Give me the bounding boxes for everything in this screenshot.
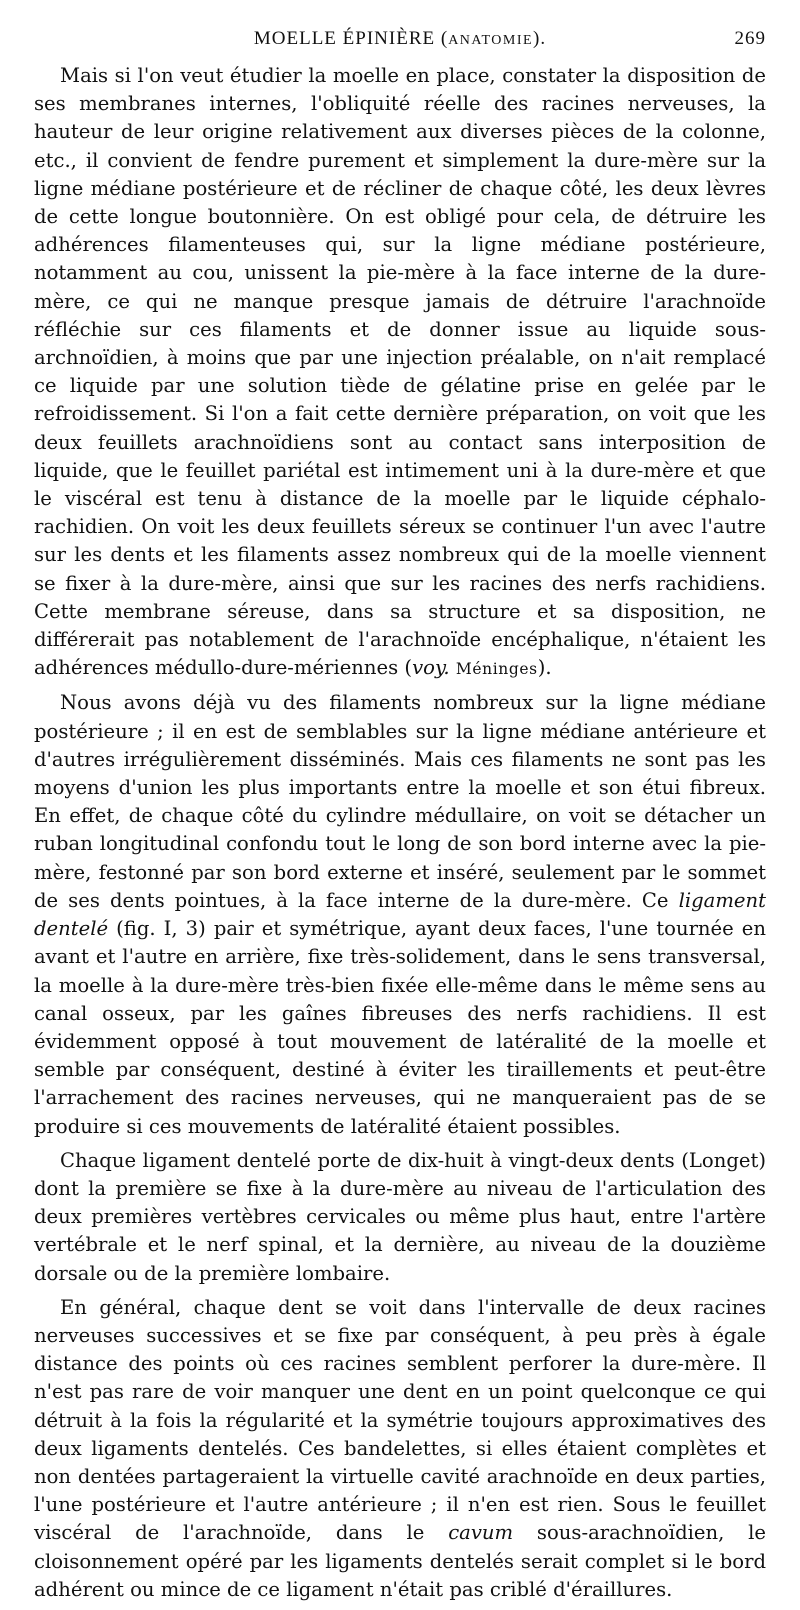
book-page [34, 28, 766, 1610]
paragraph-2-text-a: Nous avons déjà vu des filaments nombreux sur la ligne médiane postérieure ; il en est de semblables sur la ligne médiane antérieure et d'autres irrégulièrement disséminés. Mais ces filaments ne sont pas les moyens d'union les plus importants entre la moelle et son étui fibreux. En effet, de chaque côté du cylindre médullaire, on voit se détacher un ruban longitudinal confondu tout le long de son bord interne avec la pie-mère, festonné par son bord externe et inséré, seulement par le sommet de ses dents pointues, à la face interne de la dure-mère. Ce [34, 691, 766, 912]
paragraph-4 [34, 1294, 766, 1604]
paragraph-2-text-b: (fig. I, 3) pair et symétrique, ayant deux faces, l'une tournée en avant et l'autre en arrière, fixe très-solidement, dans le sens transversal, la moelle à la dure-mère très-bien fixée elle-même dans le même sens au canal osseux, par les gaînes fibreuses des nerfs rachidiens. Il est évidemment opposé à tout mouvement de latéralité de la moelle et semble par conséquent, destiné à éviter les tiraillements et peut-être l'arrachement des racines nerveuses, qui ne manqueraient pas de se produire si ces mouvements de latéralité étaient possibles. [34, 917, 766, 1138]
paragraph-3: Chaque ligament dentelé porte de dix-huit à vingt-deux dents (Longet) dont la première se fixe à la dure-mère au niveau de l'articulation des deux premières vertèbres cervicales ou même plus haut, entre l'artère vertébrale et le nerf spinal, et la dernière, au niveau de la douzième dorsale ou de la première lombaire. [34, 1148, 766, 1285]
page-number: 269 [734, 28, 766, 49]
paragraph-1-text-a: Mais si l'on veut étudier la moelle en place, constater la disposition de ses membranes internes, l'obliquité réelle des racines nerveuses, la hauteur de leur origine relativement aux diverses pièces de la colonne, etc., il convient de fendre purement et simplement la dure-mère sur la ligne médiane postérieure et de récliner de chaque côté, les deux lèvres de cette longue boutonnière. On est obligé pour cela, de détruire les adhérences filamenteuses qui, sur la ligne médiane postérieure, notamment au cou, unissent la pie-mère à la face interne de la dure-mère, ce qui ne manque presque jamais de détruire l'arachnoïde réfléchie sur ces filaments et de donner issue au liquide sous-archnoïdien, à moins que par une injection préalable, on n'ait remplacé ce liquide par une solution tiède de gélatine prise en gelée par le refroidissement. Si l'on a fait cette dernière préparation, on voit que les deux feuillets arachnoïdiens sont au contact sans interposition de liquide, que le feuillet pariétal est intimement uni à la dure-mère et que le viscéral est tenu à distance de la moelle par le liquide céphalo-rachidien. On voit les deux feuillets séreux se continuer l'un avec l'autre sur les dents et les filaments assez nombreux qui de la moelle viennent se fixer à la dure-mère, ainsi que sur les racines des nerfs rachidiens. Cette membrane séreuse, dans sa structure et sa disposition, ne différerait pas notablement de l'arachnoïde encéphalique, n'étaient les adhérences médullo-dure-mériennes ( [34, 64, 766, 680]
running-title [34, 28, 766, 50]
running-title-paren-open: ( [435, 28, 449, 49]
running-title-section: ANATOMIE [448, 33, 534, 48]
body-text [34, 62, 766, 1604]
paragraph-4-text-b: sous-arachnoïdien, le cloisonnement opéré par les ligaments dentelés serait complet si le bord adhérent ou mince de ce ligament n'était pas criblé d'éraillures. [34, 1521, 766, 1601]
paragraph-4-text-a: En général, chaque dent se voit dans l'intervalle de deux racines nerveuses successives et se fixe par conséquent, à peu près à égale distance des points où ces racines semblent perforer la dure-mère. Il n'est pas rare de voir manquer une dent en un point quelconque ce qui détruit à la fois la régularité et la symétrie toujours approximatives des deux ligaments dentelés. Ces bandelettes, si elles étaient complètes et non dentées partageraient la virtuelle cavité arachnoïde en deux parties, l'une postérieure et l'autre antérieure ; il n'en est rien. Sous le feuillet viscéral de l'arachnoïde, dans le [34, 1295, 766, 1545]
paragraph-1 [34, 62, 766, 683]
paragraph-2-ligament-term: ligament dentelé [34, 888, 766, 941]
running-title-paren-close: ). [533, 28, 547, 49]
paragraph-1-voy: voy. [412, 656, 450, 680]
running-title-main: MOELLE ÉPINIÈRE [253, 28, 436, 49]
paragraph-1-text-b: ). [537, 656, 552, 680]
paragraph-1-meninges-ref: Méninges [455, 660, 538, 679]
paragraph-2 [34, 689, 766, 1140]
paragraph-4-cavum-term: cavum [448, 1521, 514, 1545]
running-head [34, 28, 766, 58]
